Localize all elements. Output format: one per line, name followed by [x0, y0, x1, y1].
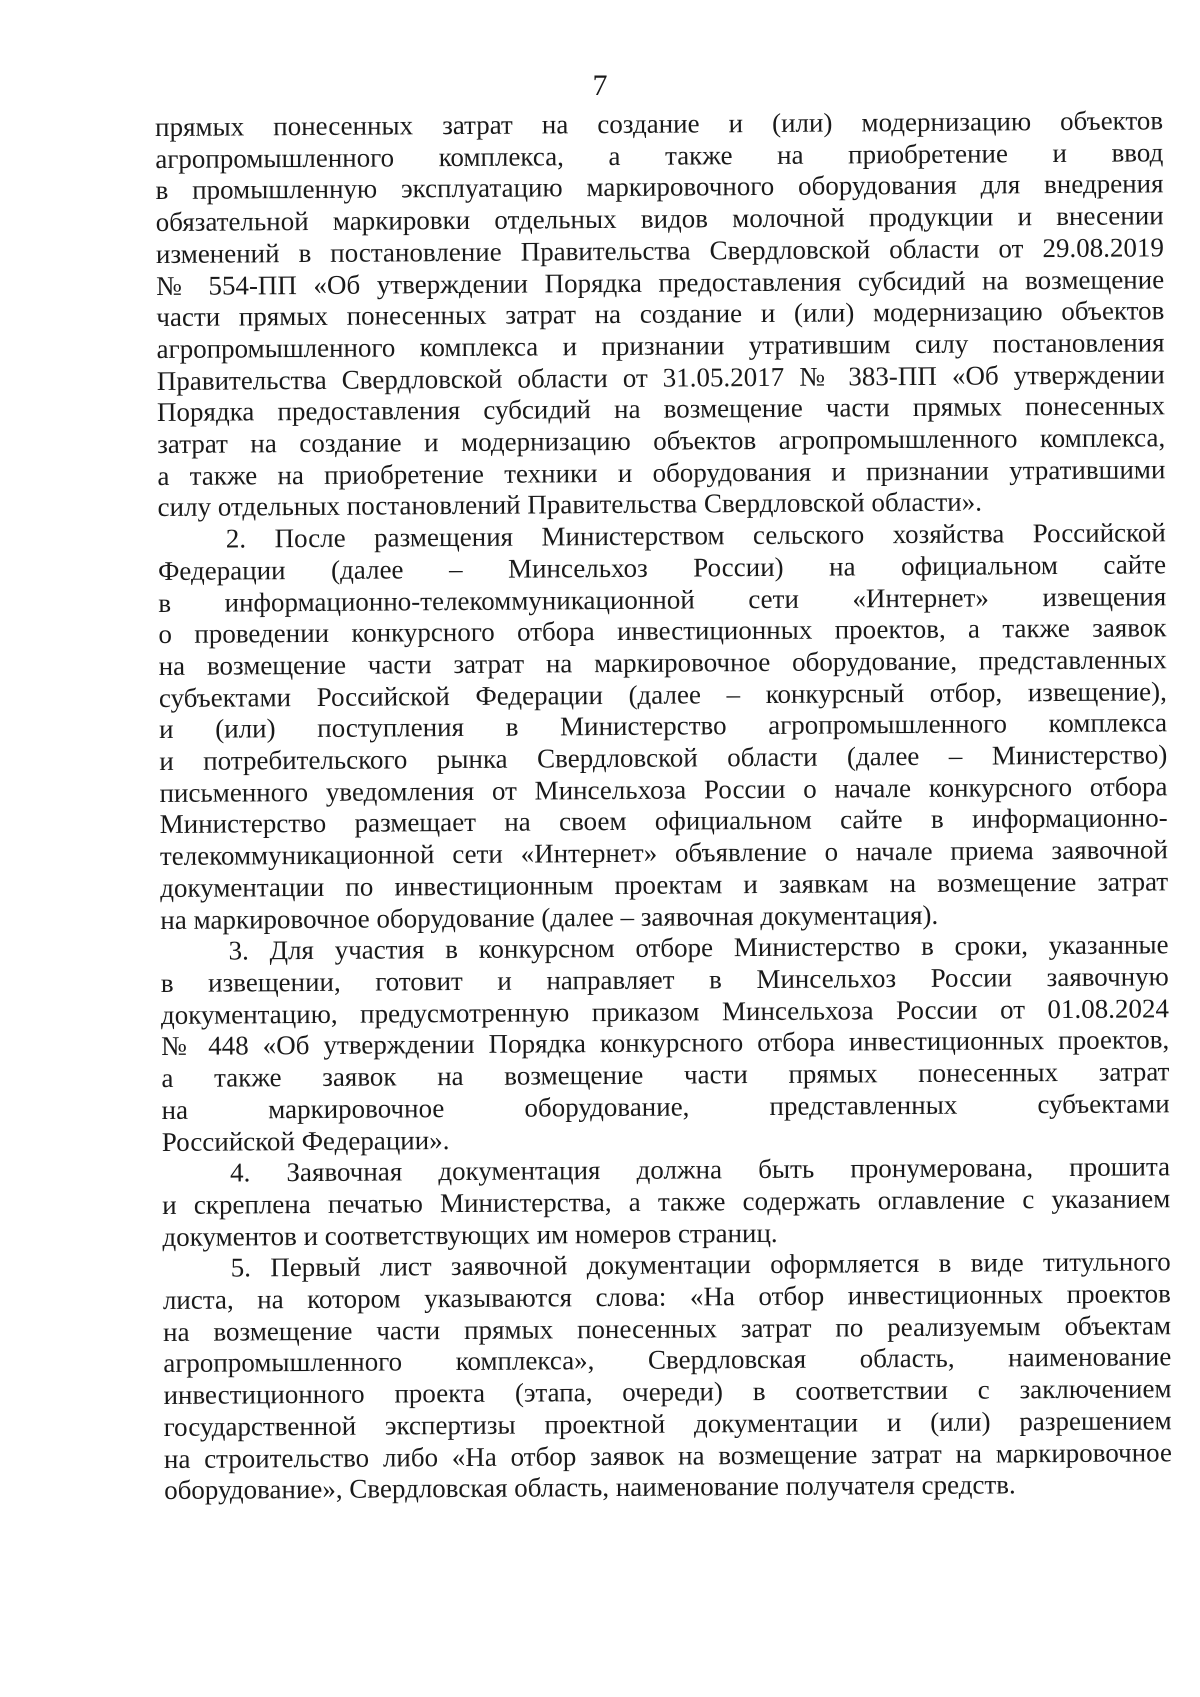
- text-line: и скреплена печатью Министерства, а также содержать оглавление с указанием: [162, 1183, 1171, 1220]
- text-line: документации по инвестиционным проектам и заявкам на возмещение затрат: [160, 866, 1169, 903]
- paragraph-p0: [155, 105, 1166, 524]
- text-line: инвестиционного проекта (этапа, очереди) в соответствии с заключением: [163, 1373, 1172, 1411]
- text-line: 2. После размещения Министерством сельского хозяйства Российской: [225, 517, 1166, 554]
- text-line: в промышленную эксплуатацию маркировочного оборудования для внедрения: [155, 168, 1164, 206]
- text-line: 3. Для участия в конкурсном отборе Министерство в сроки, указанные: [228, 929, 1169, 966]
- text-line: Российской Федерации».: [161, 1124, 450, 1157]
- text-line: субъектами Российской Федерации (далее – конкурсный отбор, извещение),: [158, 675, 1167, 713]
- text-line: изменений в постановление Правительства Свердловской области от 29.08.2019: [155, 232, 1165, 269]
- text-line: Порядка предоставления субсидий на возмещение части прямых понесенных: [156, 390, 1166, 428]
- text-line: Министерство размещает на своем официальном сайте в информационно-: [159, 802, 1168, 840]
- page-number: 7: [592, 69, 608, 102]
- text-line: и (или) поступления в Министерство агропромышленного комплекса: [158, 707, 1168, 745]
- text-line: листа, на котором указываются слова: «На отбор инвестиционных проектов: [162, 1278, 1171, 1315]
- text-line: документов и соответствующих им номеров страниц.: [162, 1217, 778, 1252]
- paragraph-p3: [160, 930, 1169, 1159]
- text-line: оборудование», Свердловская область, наименование получателя средств.: [164, 1469, 1016, 1506]
- paragraph-p5: [163, 1247, 1173, 1507]
- text-line: обязательной маркировки отдельных видов молочной продукции и внесении: [155, 200, 1164, 238]
- paragraph-p4: [162, 1151, 1171, 1253]
- text-line: государственной экспертизы проектной документации и (или) разрешением: [163, 1405, 1172, 1442]
- text-line: № 554-ПП «Об утверждении Порядка предоставления субсидий на возмещение: [156, 263, 1165, 301]
- text-line: на возмещение части прямых понесенных затрат по реализуемым объектам: [162, 1310, 1172, 1347]
- text-line: № 448 «Об утверждении Порядка конкурсного отбора инвестиционных проектов,: [161, 1024, 1170, 1062]
- text-line: а также на приобретение техники и оборудования и признании утратившими: [157, 454, 1166, 491]
- text-line: на маркировочное оборудование, представленных субъектами: [161, 1088, 1170, 1125]
- text-line: телекоммуникационной сети «Интернет» объявление о начале приема заявочной: [159, 834, 1169, 872]
- text-line: прямых понесенных затрат на создание и (или) модернизацию объектов: [155, 105, 1164, 142]
- text-line: письменного уведомления от Минсельхоза России о начале конкурсного отбора: [159, 771, 1168, 808]
- text-line: на строительство либо «На отбор заявок на возмещение затрат на маркировочное: [163, 1436, 1173, 1474]
- text-line: в извещении, готовит и направляет в Минсельхоз России заявочную: [160, 961, 1169, 998]
- text-line: агропромышленного комплекса», Свердловская область, наименование: [163, 1341, 1172, 1379]
- paragraph-p2: [158, 517, 1169, 936]
- text-line: в информационно-телекоммуникационной сети «Интернет» извещения: [158, 580, 1167, 618]
- text-line: части прямых понесенных затрат на создание и (или) модернизацию объектов: [156, 295, 1165, 333]
- text-line: на маркировочное оборудование (далее – заявочная документация).: [160, 899, 939, 935]
- text-line: а также заявок на возмещение части прямых понесенных затрат: [161, 1056, 1170, 1094]
- text-line: агропромышленного комплекса, а также на приобретение и ввод: [155, 137, 1164, 174]
- text-line: Правительства Свердловской области от 31.05.2017 № 383-ПП «Об утверждении: [156, 358, 1165, 396]
- text-line: агропромышленного комплекса и признании утратившим силу постановления: [156, 327, 1165, 364]
- text-line: Федерации (далее – Минсельхоз России) на официальном сайте: [157, 549, 1167, 586]
- text-line: 4. Заявочная документация должна быть пронумерована, прошита: [229, 1151, 1171, 1188]
- text-line: 5. Первый лист заявочной документации оформляется в виде титульного: [230, 1246, 1171, 1283]
- text-line: на возмещение части затрат на маркировочное оборудование, представленных: [158, 644, 1167, 681]
- document-body: [155, 105, 1172, 1507]
- text-line: и потребительского рынка Свердловской области (далее – Министерство): [159, 739, 1168, 777]
- text-line: о проведении конкурсного отбора инвестиционных проектов, а также заявок: [158, 612, 1167, 650]
- text-line: затрат на создание и модернизацию объектов агропромышленного комплекса,: [157, 422, 1166, 460]
- text-line: силу отдельных постановлений Правительства Свердловской области».: [157, 486, 983, 523]
- text-line: документацию, предусмотренную приказом Минсельхоза России от 01.08.2024: [160, 992, 1170, 1030]
